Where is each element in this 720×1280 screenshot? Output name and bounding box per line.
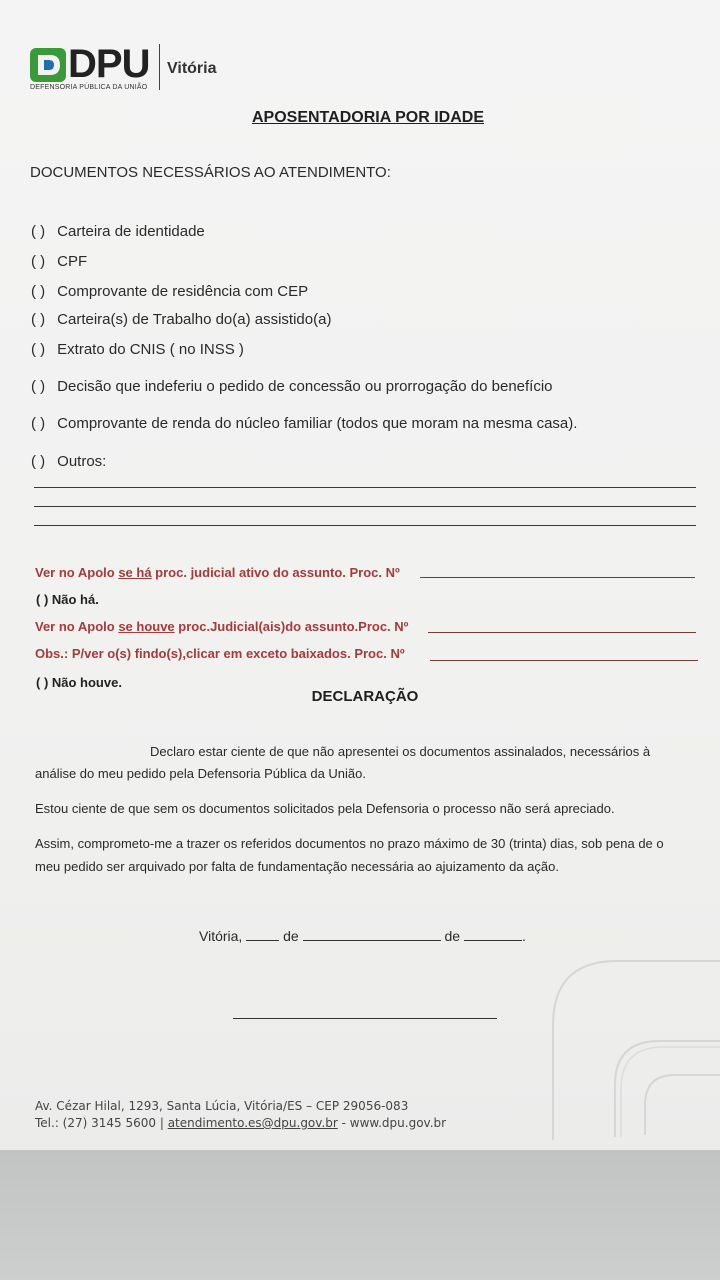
declaration-title: DECLARAÇÃO (311, 688, 419, 705)
footer-contact (35, 1116, 446, 1130)
footer-address: Av. Cézar Hilal, 1293, Santa Lúcia, Vitória/ES – CEP 29056-083 (35, 1099, 409, 1113)
checklist-item[interactable] (31, 341, 244, 358)
checkbox[interactable]: ( ) (31, 253, 46, 270)
footer-phone: Tel.: (27) 3145 5600 | (35, 1116, 168, 1130)
year-field[interactable] (464, 928, 522, 941)
declaration-paragraph-2: Estou ciente de que sem os documentos solicitados pela Defensoria o processo não será apreciado. (35, 801, 615, 816)
process-past-line (35, 619, 408, 634)
date-end: . (521, 928, 526, 944)
logo-divider (159, 44, 160, 90)
process-text: proc.Judicial(ais)do assunto.Proc. Nº (174, 619, 409, 634)
checklist-label: Carteira de identidade (57, 223, 205, 240)
document-title: APOSENTADORIA POR IDADE (251, 109, 484, 126)
date-line (199, 928, 526, 944)
month-field[interactable] (303, 928, 441, 941)
outros-line[interactable] (34, 487, 696, 488)
process-obs-line: Obs.: P/ver o(s) findo(s),clicar em exceto baixados. Proc. Nº (35, 646, 405, 661)
process-text: Ver no Apolo (35, 619, 119, 634)
checkbox[interactable]: ( ) (31, 415, 46, 432)
declaration-paragraph-3-line-2: meu pedido ser arquivado por falta de fundamentação necessária ao ajuizamento da ação. (35, 859, 559, 874)
date-city: Vitória, (199, 928, 243, 944)
checklist-item[interactable] (31, 453, 106, 470)
checklist-label: Extrato do CNIS ( no INSS ) (57, 341, 244, 358)
checklist-item[interactable] (31, 415, 577, 432)
process-text-underlined: se há (118, 565, 152, 580)
checklist-item[interactable] (31, 311, 331, 328)
process-text: Ver no Apolo (35, 565, 119, 580)
process-text-underlined: se houve (118, 619, 175, 634)
process-active-line (35, 565, 400, 580)
date-de: de (444, 928, 461, 944)
date-de: de (283, 928, 299, 944)
signature-field[interactable] (233, 1018, 497, 1019)
outros-line[interactable] (34, 525, 696, 526)
process-number-field[interactable] (420, 577, 695, 578)
logo-subtitle: DEFENSORIA PÚBLICA DA UNIÃO (30, 84, 148, 91)
process-number-field[interactable] (430, 660, 698, 661)
process-text: proc. judicial ativo do assunto. Proc. Nº (151, 565, 400, 580)
footer-email-link[interactable]: atendimento.es@dpu.gov.br (167, 1116, 338, 1130)
checklist-item[interactable] (31, 223, 205, 240)
checkbox[interactable]: ( ) (31, 223, 46, 240)
dpu-logo (30, 44, 230, 94)
background-surface (0, 1150, 720, 1280)
outros-line[interactable] (34, 506, 696, 507)
checklist-item[interactable] (31, 253, 87, 270)
checklist-item[interactable] (31, 378, 553, 395)
nao-ha-option[interactable]: ( ) Não há. (36, 592, 99, 607)
process-number-field[interactable] (428, 632, 696, 633)
logo-city: Vitória (167, 60, 217, 77)
checklist-label: Comprovante de renda do núcleo familiar (todos que moram na mesma casa). (57, 415, 578, 432)
day-field[interactable] (246, 928, 279, 941)
checklist-label: Carteira(s) de Trabalho do(a) assistido(a) (57, 311, 332, 328)
checkbox[interactable]: ( ) (31, 453, 46, 470)
checkbox[interactable]: ( ) (31, 378, 46, 395)
checklist-item[interactable] (31, 283, 308, 300)
checklist-label: Decisão que indeferiu o pedido de concessão ou prorrogação do benefício (57, 378, 553, 395)
checklist-label: Outros: (57, 453, 107, 470)
declaration-paragraph-1-line-1: Declaro estar ciente de que não apresentei os documentos assinalados, necessários à (150, 744, 651, 759)
declaration-paragraph-3-line-1: Assim, comprometo-me a trazer os referidos documentos no prazo máximo de 30 (trinta) dias, sob pena de o (35, 836, 664, 851)
logo-wordmark: DPU (68, 42, 150, 86)
dpu-logo-icon (30, 48, 66, 82)
dpu-watermark (545, 955, 720, 1145)
nao-houve-option[interactable]: ( ) Não houve. (36, 675, 122, 690)
declaration-paragraph-1-line-2: análise do meu pedido pela Defensoria Pública da União. (35, 766, 366, 781)
checkbox[interactable]: ( ) (31, 311, 46, 328)
checklist-label: CPF (57, 253, 88, 270)
checklist-label: Comprovante de residência com CEP (57, 283, 309, 300)
checkbox[interactable]: ( ) (31, 341, 46, 358)
documents-heading: DOCUMENTOS NECESSÁRIOS AO ATENDIMENTO: (30, 164, 391, 181)
footer-site[interactable]: - www.dpu.gov.br (337, 1116, 447, 1130)
checkbox[interactable]: ( ) (31, 283, 46, 300)
